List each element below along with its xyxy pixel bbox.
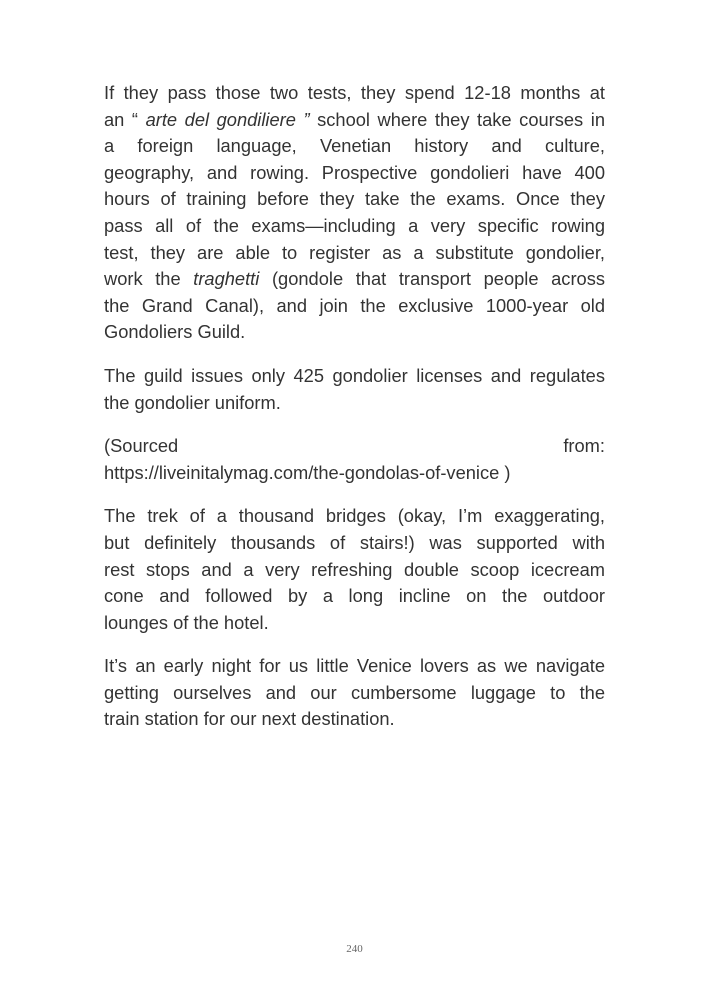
text-line: The guild issues only 425 gondolier licenses and regulates — [104, 364, 605, 386]
text-line: work the traghetti (gondole that transport people across — [104, 268, 605, 290]
text-line: train station for our next destination. — [104, 708, 395, 730]
page-number: 240 — [346, 943, 363, 955]
text-line: If they pass those two tests, they spend 12-18 months at — [104, 82, 605, 103]
text-line: The trek of a thousand bridges (okay, I’m exaggerating, — [104, 505, 605, 527]
paragraph — [104, 653, 605, 733]
text-line: It’s an early night for us little Venice lovers as we navigate — [104, 655, 605, 677]
paragraph — [104, 80, 605, 346]
italic-term: arte del gondiliere ” — [145, 108, 310, 130]
text-line: an “ arte del gondiliere ” school where they take courses in — [104, 108, 605, 130]
text-line: pass all of the exams—including a very specific rowing — [104, 214, 605, 236]
text-line: getting ourselves and our cumbersome luggage to the — [104, 681, 605, 703]
italic-term: traghetti — [193, 268, 260, 290]
paragraph — [104, 433, 605, 486]
body-text — [104, 80, 605, 750]
text-line: Gondoliers Guild. — [104, 321, 246, 343]
text-line: but definitely thousands of stairs!) was supported with — [104, 531, 605, 553]
text-line: cone and followed by a long incline on the outdoor — [104, 585, 605, 607]
text-line: test, they are able to register as a substitute gondolier, — [104, 241, 605, 263]
text-line: lounges of the hotel. — [104, 611, 269, 633]
text-line: geography, and rowing. Prospective gondolieri have 400 — [104, 161, 605, 183]
text-line: hours of training before they take the exams. Once they — [104, 188, 605, 210]
text-line: https://liveinitalymag.com/the-gondolas-of-venice ) — [104, 461, 511, 483]
text-line: the Grand Canal), and join the exclusive 1000-year old — [104, 294, 605, 316]
paragraph — [104, 503, 605, 636]
text-line: rest stops and a very refreshing double scoop icecream — [104, 558, 605, 580]
paragraph — [104, 363, 605, 416]
text-line: the gondolier uniform. — [104, 391, 281, 413]
text-line: a foreign language, Venetian history and culture, — [104, 135, 605, 157]
text-line: (Sourced from: — [104, 435, 605, 457]
